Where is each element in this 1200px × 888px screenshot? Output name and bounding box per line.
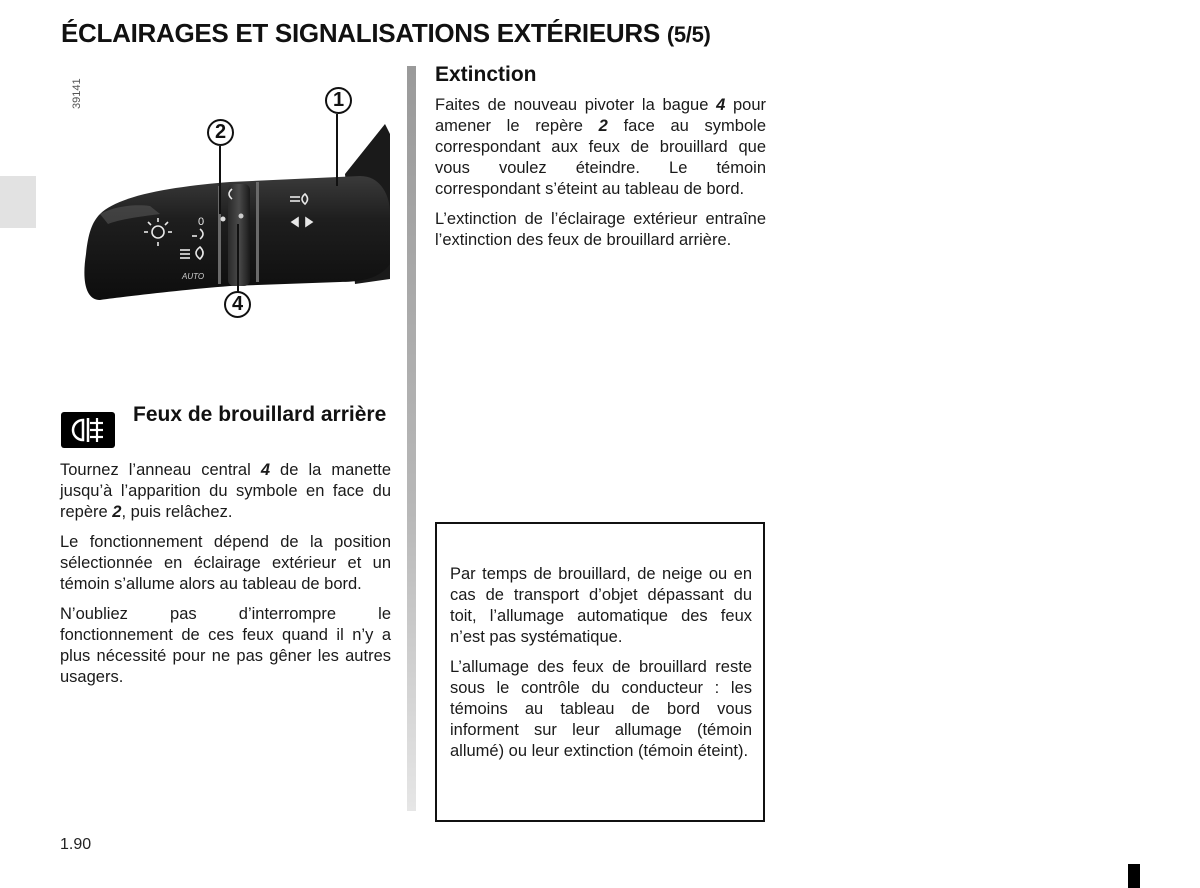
note-paragraph-1: Par temps de brouillard, de neige ou en cas de transport d’objet dépassant du toit, l’allumage automatique des feux n’est pas systématique. <box>450 565 752 646</box>
callout-1: 1 <box>325 87 352 114</box>
note-paragraph-2: L’allumage des feux de brouillard reste sous le contrôle du conducteur : les témoins au tableau de bord vous informent sur leur allumage (témoin allumé) ou leur extinction (témoin éteint). <box>450 658 752 760</box>
switch-auto-label: AUTO <box>182 272 205 281</box>
fog-paragraph-1: Tournez l’anneau central 4 de la manette jusqu’à l’apparition du symbole en face du repère 2, puis relâchez. <box>60 461 391 521</box>
lighting-stalk-drawing <box>60 64 400 364</box>
switch-off-label: 0 <box>198 216 205 228</box>
page-title <box>61 18 711 49</box>
extinction-heading: Extinction <box>435 63 537 86</box>
corner-mark <box>1128 864 1140 888</box>
note-body <box>450 564 752 771</box>
note-box <box>435 522 765 822</box>
fog-paragraph-3: N’oubliez pas d’interrompre le fonctionnement de ces feux quand il n’y a plus nécessité pour ne pas gêner les autres usagers. <box>60 605 391 686</box>
lighting-stalk-illustration <box>60 64 400 364</box>
extinction-paragraph-2: L’extinction de l’éclairage extérieur entraîne l’extinction des feux de brouillard arrière. <box>435 210 766 249</box>
extinction-paragraph-1: Faites de nouveau pivoter la bague 4 pour amener le repère 2 face au symbole correspondant aux feux de brouillard que vous voulez éteindre. Le témoin correspondant s’éteint au tableau de bord. <box>435 96 766 198</box>
fog-section-body <box>60 460 391 697</box>
callout-4: 4 <box>224 291 251 318</box>
page-title-text: ÉCLAIRAGES ET SIGNALISATIONS EXTÉRIEURS <box>61 18 660 48</box>
page-number: 1.90 <box>60 836 92 853</box>
callout-2: 2 <box>207 119 234 146</box>
figure-reference-number: 39141 <box>71 78 83 109</box>
extinction-body <box>435 95 766 260</box>
rear-fog-light-icon <box>61 412 115 448</box>
rear-fog-light-icon-graphic <box>61 412 115 448</box>
section-tab-marker <box>0 176 36 228</box>
fog-section-heading: Feux de brouillard arrière <box>133 403 387 426</box>
column-divider <box>407 66 416 811</box>
page-title-part: (5/5) <box>666 22 711 47</box>
fog-paragraph-2: Le fonctionnement dépend de la position sélectionnée en éclairage extérieur et un témoin s’allume alors au tableau de bord. <box>60 533 391 593</box>
